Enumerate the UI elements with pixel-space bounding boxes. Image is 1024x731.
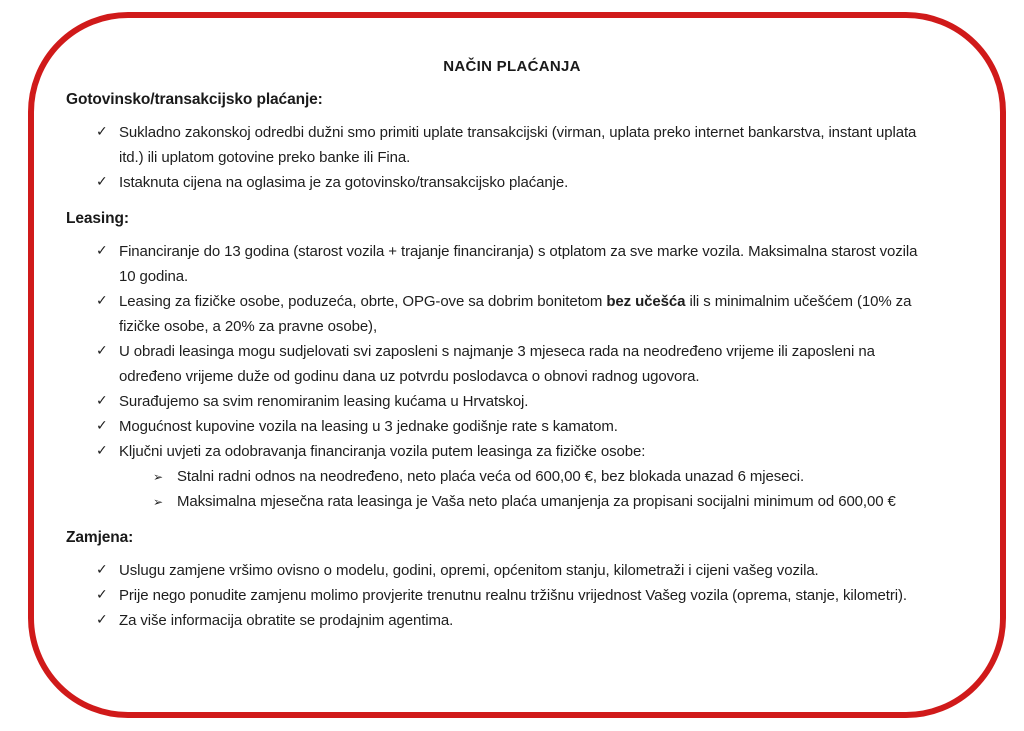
section bbox=[66, 90, 928, 195]
bullet-list bbox=[66, 239, 928, 514]
text-part: Surađujemo sa svim renomiranim leasing kućama u Hrvatskoj. bbox=[119, 393, 529, 410]
bullet-list bbox=[66, 558, 928, 633]
list-item bbox=[96, 583, 928, 608]
check-icon: ✓ bbox=[96, 124, 108, 140]
check-icon: ✓ bbox=[96, 243, 108, 259]
text-part: Istaknuta cijena na oglasima je za gotovinsko/transakcijsko plaćanje. bbox=[119, 174, 569, 191]
check-icon: ✓ bbox=[96, 343, 108, 359]
page-title: NAČIN PLAĆANJA bbox=[443, 58, 581, 75]
list-item bbox=[96, 339, 928, 389]
check-icon: ✓ bbox=[96, 293, 108, 309]
arrow-icon: ➢ bbox=[153, 495, 163, 509]
list-item bbox=[96, 170, 928, 195]
text-part: Mogućnost kupovine vozila na leasing u 3 jednake godišnje rate s kamatom. bbox=[119, 418, 618, 435]
list-item-text bbox=[119, 443, 645, 460]
text-part: Za više informacija obratite se prodajnim agentima. bbox=[119, 612, 454, 629]
check-icon: ✓ bbox=[96, 393, 108, 409]
check-icon: ✓ bbox=[96, 418, 108, 434]
list-item bbox=[96, 389, 928, 414]
check-icon: ✓ bbox=[96, 612, 108, 628]
section-heading: Zamjena: bbox=[66, 529, 134, 546]
check-icon: ✓ bbox=[96, 443, 108, 459]
section-heading: Leasing: bbox=[66, 210, 129, 227]
section bbox=[66, 528, 928, 633]
text-part: Ključni uvjeti za odobravanja financiranja vozila putem leasinga za fizičke osobe: bbox=[119, 443, 646, 460]
section bbox=[66, 209, 928, 514]
text-part: Leasing za fizičke osobe, poduzeća, obrte, OPG-ove sa dobrim bonitetom bbox=[119, 293, 607, 310]
list-item bbox=[96, 414, 928, 439]
list-item bbox=[96, 558, 928, 583]
sub-item-text: Maksimalna mjesečna rata leasinga je Vaša neto plaća umanjenja za propisani socijalni minimum od 600,00 € bbox=[177, 493, 896, 510]
list-item bbox=[96, 120, 928, 170]
check-icon: ✓ bbox=[96, 562, 108, 578]
text-part: Prije nego ponudite zamjenu molimo provjerite trenutnu realnu tržišnu vrijednost Vašeg vozila (oprema, stanje, kilometri). bbox=[119, 587, 907, 604]
text-part: Sukladno zakonskoj odredbi dužni smo primiti uplate transakcijski (virman, uplata preko internet bankarstva, instant uplata itd.) ili uplatom gotovine preko banke ili Fina. bbox=[119, 124, 917, 166]
sub-list-item bbox=[153, 464, 928, 489]
list-item bbox=[96, 289, 928, 339]
text-part: Financiranje do 13 godina (starost vozila + trajanje financiranja) s otplatom za sve marke vozila. Maksimalna starost vozila 10 godina. bbox=[119, 243, 918, 285]
list-item bbox=[96, 439, 928, 514]
section-heading: Gotovinsko/transakcijsko plaćanje: bbox=[66, 91, 323, 108]
list-item-text bbox=[119, 124, 916, 166]
list-item-text bbox=[119, 343, 875, 385]
list-item-text bbox=[119, 174, 568, 191]
text-part: bez učešća bbox=[606, 293, 686, 310]
list-item bbox=[96, 608, 928, 633]
list-item-text bbox=[119, 243, 917, 285]
bullet-list bbox=[66, 120, 928, 195]
list-item bbox=[96, 239, 928, 289]
text-part: U obradi leasinga mogu sudjelovati svi zaposleni s najmanje 3 mjeseca rada na neodređeno vrijeme ili zaposleni na određeno vrijeme duže od godinu dana uz potvrdu poslodavca o obnovi radnog ugovora. bbox=[119, 343, 875, 385]
list-item-text bbox=[119, 293, 911, 335]
check-icon: ✓ bbox=[96, 174, 108, 190]
text-part: ili s minimalnim učešćem (10% za fizičke osobe, a 20% za pravne osobe), bbox=[119, 293, 912, 335]
check-icon: ✓ bbox=[96, 587, 108, 603]
sections-container bbox=[66, 90, 928, 637]
sub-item-text: Stalni radni odnos na neodređeno, neto plaća veća od 600,00 €, bez blokada unazad 6 mjeseci. bbox=[177, 468, 805, 485]
list-item-text bbox=[119, 393, 528, 410]
list-item-text bbox=[119, 562, 819, 579]
sub-list bbox=[119, 464, 928, 514]
sub-list-item bbox=[153, 489, 928, 514]
text-part: Uslugu zamjene vršimo ovisno o modelu, godini, opremi, općenitom stanju, kilometraži i cijeni vašeg vozila. bbox=[119, 562, 819, 579]
list-item-text bbox=[119, 612, 453, 629]
arrow-icon: ➢ bbox=[153, 470, 163, 484]
list-item-text bbox=[119, 587, 907, 604]
list-item-text bbox=[119, 418, 618, 435]
